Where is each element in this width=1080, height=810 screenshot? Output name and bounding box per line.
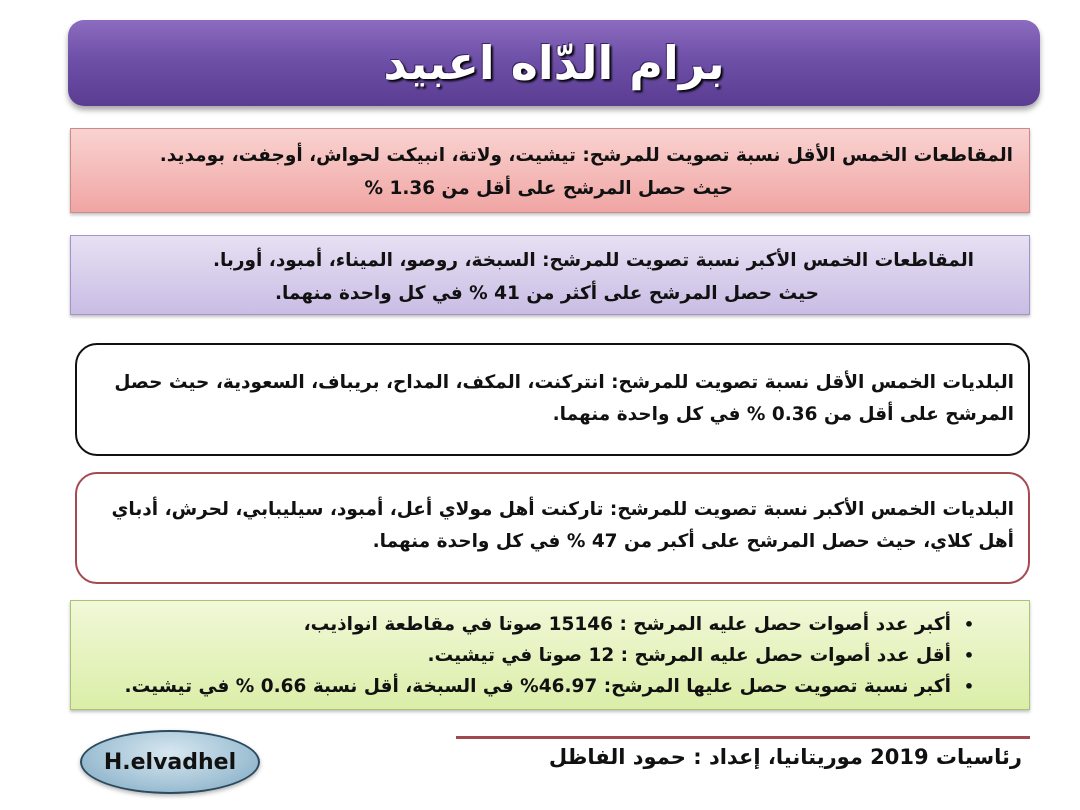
bullet-icon: • <box>963 677 975 696</box>
highest-municipalities-box <box>75 472 1030 584</box>
highlight-text: أقل عدد أصوات حصل عليه المرشح : 12 صوتا في تيشيت. <box>427 645 951 666</box>
highlight-item <box>87 671 987 702</box>
footer-credit: رئاسيات 2019 موريتانيا، إعداد : حمود الفاظل <box>548 745 1022 769</box>
lowest-districts-line-2: حيث حصل المرشح على أقل من 1.36 % <box>364 178 733 199</box>
highest-municipalities-line-1: البلديات الخمس الأكبر نسبة تصويت للمرشح: تاركنت أهل مولاي أعل، أمبود، سيليبابي، لحرش، أدباي <box>111 499 1014 520</box>
lowest-municipalities-line-1: البلديات الخمس الأقل نسبة تصويت للمرشح: انتركنت، المكف، المداح، بريباف، السعودية، حيث حصل <box>114 372 1014 393</box>
highest-districts-line-1: المقاطعات الخمس الأكبر نسبة تصويت للمرشح: السبخة، روصو، الميناء، أمبود، أوربا. <box>212 250 974 271</box>
page-title: برام الدّاه اعبيد <box>383 36 725 90</box>
highlight-item <box>87 609 987 640</box>
highlights-box <box>70 600 1030 710</box>
highlight-text: أكبر عدد أصوات حصل عليه المرشح : 15146 صوتا في مقاطعة انواذيب، <box>303 614 951 635</box>
bullet-icon: • <box>963 646 975 665</box>
bullet-icon: • <box>963 615 975 634</box>
highest-municipalities-line-2: أهل كلاي، حيث حصل المرشح على أكبر من 47 % في كل واحدة منهما. <box>372 531 1014 552</box>
highlight-item <box>87 640 987 671</box>
author-logo <box>80 730 260 794</box>
highest-districts-box <box>70 235 1030 315</box>
lowest-districts-box <box>70 128 1030 213</box>
lowest-municipalities-box <box>75 343 1030 456</box>
logo-text: H.elvadhel <box>103 749 237 775</box>
lowest-municipalities-line-2: المرشح على أقل من 0.36 % في كل واحدة منهما. <box>552 404 1014 425</box>
footer-divider <box>456 736 1030 739</box>
title-banner <box>68 20 1040 106</box>
lowest-districts-line-1: المقاطعات الخمس الأقل نسبة تصويت للمرشح: تيشيت، ولاتة، انبيكت لحواش، أوجفت، بومديد. <box>159 145 1013 166</box>
highlight-text: أكبر نسبة تصويت حصل عليها المرشح: 46.97% في السبخة، أقل نسبة 0.66 % في تيشيت. <box>124 676 951 697</box>
highest-districts-line-2: حيث حصل المرشح على أكثر من 41 % في كل واحدة منهما. <box>274 283 819 304</box>
